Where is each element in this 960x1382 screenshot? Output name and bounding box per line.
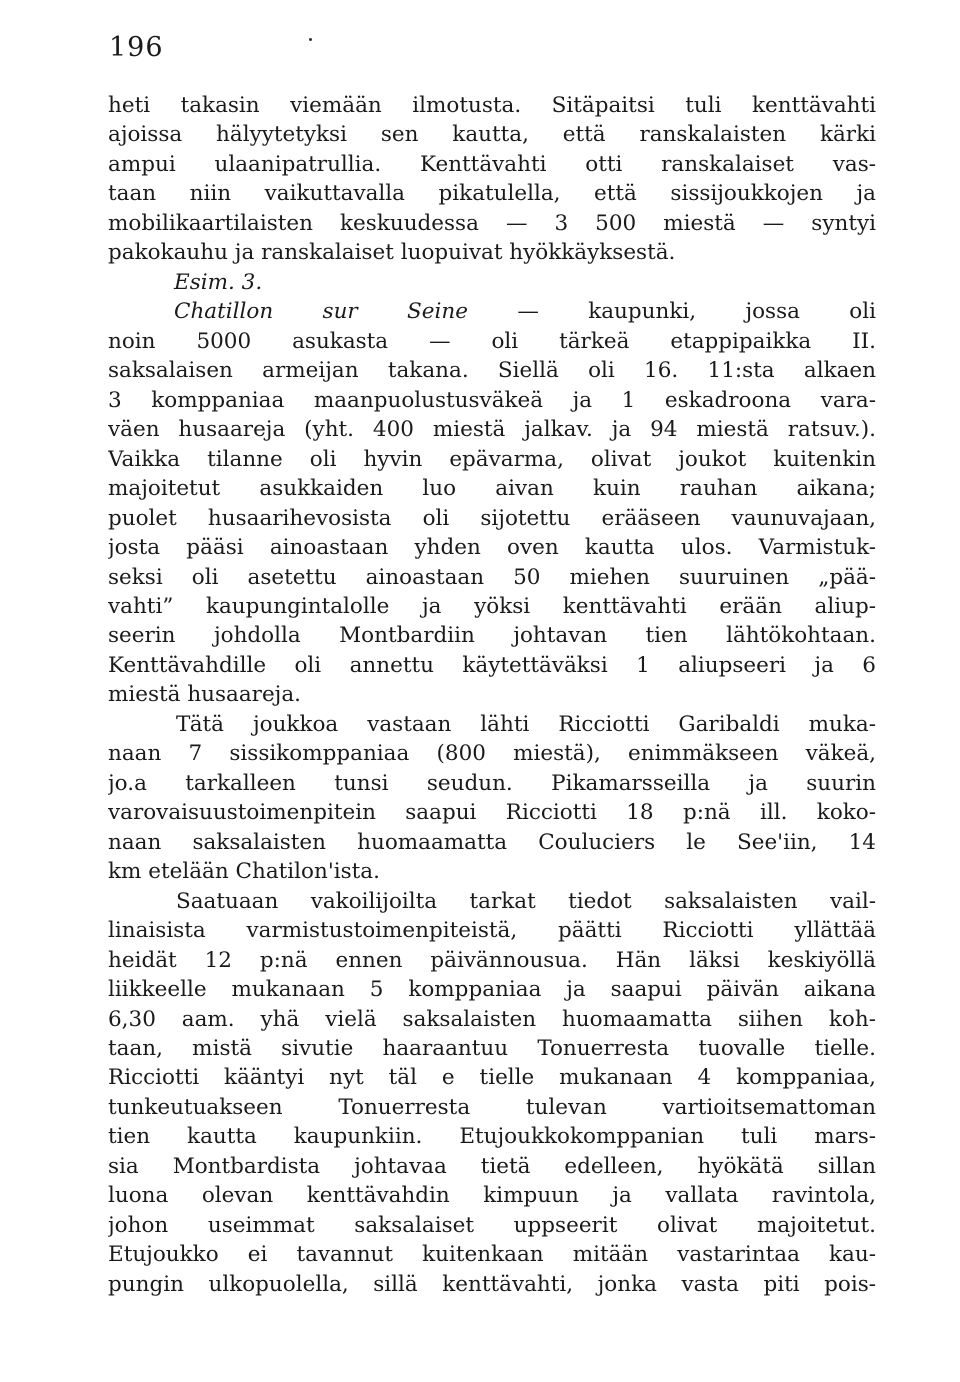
text-line: saksalaisen armeijan takana. Siellä oli 16. 11:sta alkaen xyxy=(108,358,876,384)
text-line: Etujoukko ei tavannut kuitenkaan mitään vastarintaa kau- xyxy=(108,1242,876,1268)
text-line: seksi oli asetettu ainoastaan 50 miehen suuruinen „pää- xyxy=(108,564,876,590)
text-line: jo.a tarkalleen tunsi seudun. Pikamarsseilla ja suurin xyxy=(108,770,876,796)
text-line: varovaisuustoimenpitein saapui Ricciotti 18 p:nä ill. koko- xyxy=(108,800,876,826)
print-speck xyxy=(309,38,312,41)
text-line: tien kautta kaupunkiin. Etujoukkokomppanian tuli mars- xyxy=(108,1124,876,1150)
text-line: luona olevan kenttävahdin kimpuun ja vallata ravintola, xyxy=(108,1183,876,1209)
text-line: linaisista varmistustoimenpiteistä, päätti Ricciotti yllättää xyxy=(108,918,876,944)
example-heading: Esim. 3. xyxy=(174,269,263,295)
text-line: josta pääsi ainoastaan yhden oven kautta ulos. Varmistuk- xyxy=(108,535,876,561)
text-line: liikkeelle mukanaan 5 komppaniaa ja saapui päivän aikana xyxy=(108,977,876,1003)
text-line: 6,30 aam. yhä vielä saksalaisten huomaamatta siihen koh- xyxy=(108,1006,876,1032)
text-line: pungin ulkopuolella, sillä kenttävahti, jonka vasta piti pois- xyxy=(108,1271,876,1297)
text-line: Ricciotti kääntyi nyt täl e tielle mukanaan 4 komppaniaa, xyxy=(108,1065,876,1091)
text-line: 3 komppaniaa maanpuolustusväkeä ja 1 eskadroona vara- xyxy=(108,387,876,413)
text-line: johon useimmat saksalaiset uppseerit olivat majoitetut. xyxy=(108,1212,876,1238)
text-line: Saatuaan vakoilijoilta tarkat tiedot saksalaisten vail- xyxy=(176,888,876,914)
text-line: väen husaareja (yht. 400 miestä jalkav. ja 94 miestä ratsuv.). xyxy=(108,417,876,443)
page-number: 196 xyxy=(109,32,164,63)
text-line: km etelään Chatilon'ista. xyxy=(108,859,380,885)
text-line: puolet husaarihevosista oli sijotettu erääseen vaunuvajaan, xyxy=(108,505,876,531)
text-line: ampui ulaanipatrullia. Kenttävahti otti ranskalaiset vas- xyxy=(108,151,876,177)
text-line: ajoissa hälyytetyksi sen kautta, että ranskalaisten kärki xyxy=(108,122,876,148)
text-line: heidät 12 p:nä ennen päivännousua. Hän läksi keskiyöllä xyxy=(108,947,876,973)
text-line: heti takasin viemään ilmotusta. Sitäpaitsi tuli kenttävahti xyxy=(108,93,876,118)
text-line: Tätä joukkoa vastaan lähti Ricciotti Garibaldi muka- xyxy=(176,711,876,737)
text-line: seerin johdolla Montbardiin johtavan tien lähtökohtaan. xyxy=(108,623,876,649)
text-line: majoitetut asukkaiden luo aivan kuin rauhan aikana; xyxy=(108,476,876,502)
text-line: taan, mistä sivutie haaraantuu Tonuerresta tuovalle tielle. xyxy=(108,1036,876,1061)
body-text xyxy=(108,91,876,1299)
text-line: pakokauhu ja ranskalaiset luopuivat hyökkäyksestä. xyxy=(108,240,676,266)
text-line: vahti” kaupungintalolle ja yöksi kenttävahti erään aliup- xyxy=(108,593,876,619)
text-line: taan niin vaikuttavalla pikatulella, että sissijoukkojen ja xyxy=(108,181,876,207)
text-line: Vaikka tilanne oli hyvin epävarma, olivat joukot kuitenkin xyxy=(108,446,876,472)
text-line: mobilikaartilaisten keskuudessa — 3 500 miestä — syntyi xyxy=(108,210,876,236)
text-line: sia Montbardista johtavaa tietä edelleen, hyökätä sillan xyxy=(108,1153,876,1179)
text-line: naan saksalaisten huomaamatta Couluciers le See'iin, 14 xyxy=(108,829,876,855)
text-line: noin 5000 asukasta — oli tärkeä etappipaikka II. xyxy=(108,328,876,354)
place-name: Chatillon sur Seine xyxy=(174,299,468,325)
text-line: naan 7 sissikomppaniaa (800 miestä), enimmäkseen väkeä, xyxy=(108,741,876,767)
text-line: Chatillon sur Seine — kaupunki, jossa oli xyxy=(174,299,876,325)
text-line: Kenttävahdille oli annettu käytettäväksi 1 aliupseeri ja 6 xyxy=(108,652,876,678)
text-line: tunkeutuakseen Tonuerresta tulevan vartioitsemattoman xyxy=(108,1094,876,1120)
text-line: miestä husaareja. xyxy=(108,682,301,708)
